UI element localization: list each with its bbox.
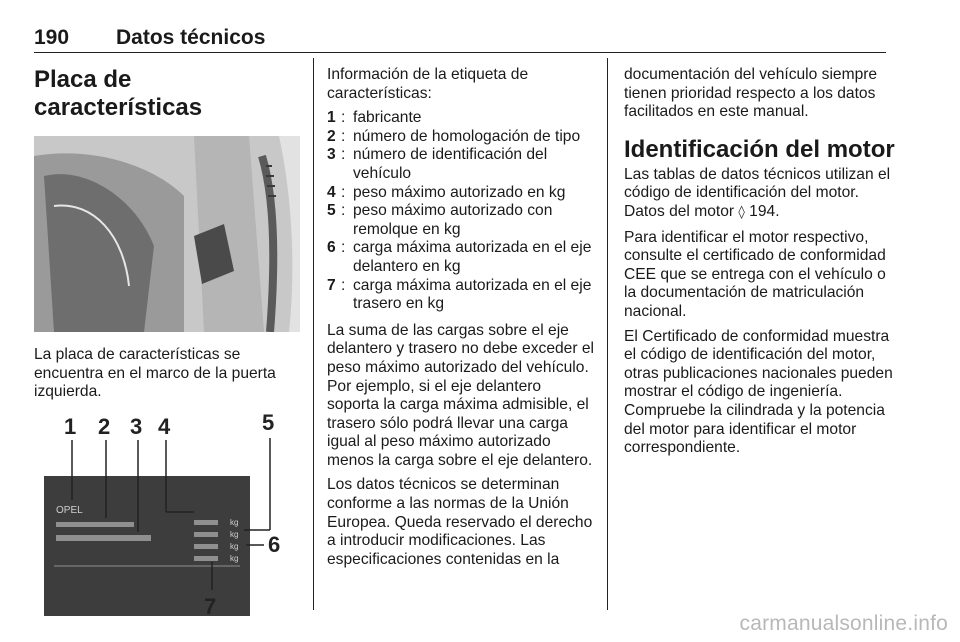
callout-3: 3 <box>130 413 143 439</box>
engine-code-paragraph: Las tablas de datos técnicos utilizan el código de identificación del motor. Datos del motor ◊ 194. <box>624 165 891 220</box>
certificate-paragraph: El Certificado de conformidad muestra el código de identificación del motor, otras publicaciones nacionales pueden mostrar el código de ingeniería. Compruebe la cilindrada y la potencia del motor para identificar el motor correspondiente. <box>624 327 893 457</box>
plate-brand: OPEL <box>56 504 83 516</box>
eu-norms-paragraph: Los datos técnicos se determinan conforme a las normas de la Unión Europea. Queda reservado el derecho a introducir modificaciones. Las especificaciones contenidas en la <box>327 476 593 568</box>
callout-4: 4 <box>158 413 171 439</box>
door-frame-photo <box>34 136 300 332</box>
callout-1: 1 <box>64 413 77 439</box>
list-item: 7 : carga máxima autorizada en el eje trasero en kg <box>327 276 592 313</box>
page-reference-icon[interactable]: ◊ <box>738 204 745 220</box>
label-info-intro: Información de la etiqueta de características: <box>327 66 529 102</box>
plate-unit: kg <box>230 529 239 539</box>
column-divider-2 <box>607 58 608 610</box>
list-item: 6 : carga máxima autorizada en el eje delantero en kg <box>327 239 592 275</box>
callout-6: 6 <box>268 531 281 557</box>
list-item: 2 : número de homologación de tipo <box>327 127 581 145</box>
column-divider-1 <box>313 58 314 610</box>
label-items-list <box>327 109 595 314</box>
continued-paragraph: documentación del vehículo siempre tienen prioridad respecto a los datos facilitados en este manual. <box>624 66 878 121</box>
list-item: 4 : peso máximo autorizado en kg <box>327 183 566 201</box>
section-heading-plate: Placa de características <box>34 66 203 121</box>
engine-identify-paragraph: Para identificar el motor respectivo, consulte el certificado de conformidad CEE que se entrega con el vehículo o la documentación de matriculación nacional. <box>624 228 886 320</box>
plate-unit: kg <box>230 517 239 527</box>
callout-2: 2 <box>98 413 111 439</box>
page-number: 190 <box>34 26 70 49</box>
plate-unit: kg <box>230 553 239 563</box>
plate-unit: kg <box>230 541 239 551</box>
photo-caption: La placa de características se encuentra en el marco de la puerta izquierda. <box>34 346 276 401</box>
column-3 <box>624 66 896 464</box>
plate-body <box>44 476 250 616</box>
section-heading-engine: Identificación del motor <box>624 135 895 163</box>
column-1 <box>34 66 300 627</box>
column-2 <box>327 66 595 575</box>
callout-7: 7 <box>204 593 217 619</box>
page-header-title: Datos técnicos <box>116 26 266 49</box>
plate-diagram <box>34 412 300 627</box>
door-frame-illustration <box>34 136 300 332</box>
callout-5: 5 <box>262 411 275 435</box>
list-item: 3 : número de identificación del vehículo <box>327 146 548 182</box>
list-item: 1 : fabricante <box>327 109 422 127</box>
plate-diagram-svg <box>34 412 300 627</box>
watermark: carmanualsonline.info <box>739 612 948 635</box>
page-header <box>34 26 886 53</box>
axle-load-paragraph: La suma de las cargas sobre el eje delantero y trasero no debe exceder el peso máximo autorizado del vehículo. Por ejemplo, si el eje delantero soporta la carga máxima admisible, el trasero sólo podrá llevar una carga igual al peso máximo autorizado menos la carga sobre el eje delantero. <box>327 321 594 469</box>
list-item: 5 : peso máximo autorizado con remolque en kg <box>327 202 553 238</box>
